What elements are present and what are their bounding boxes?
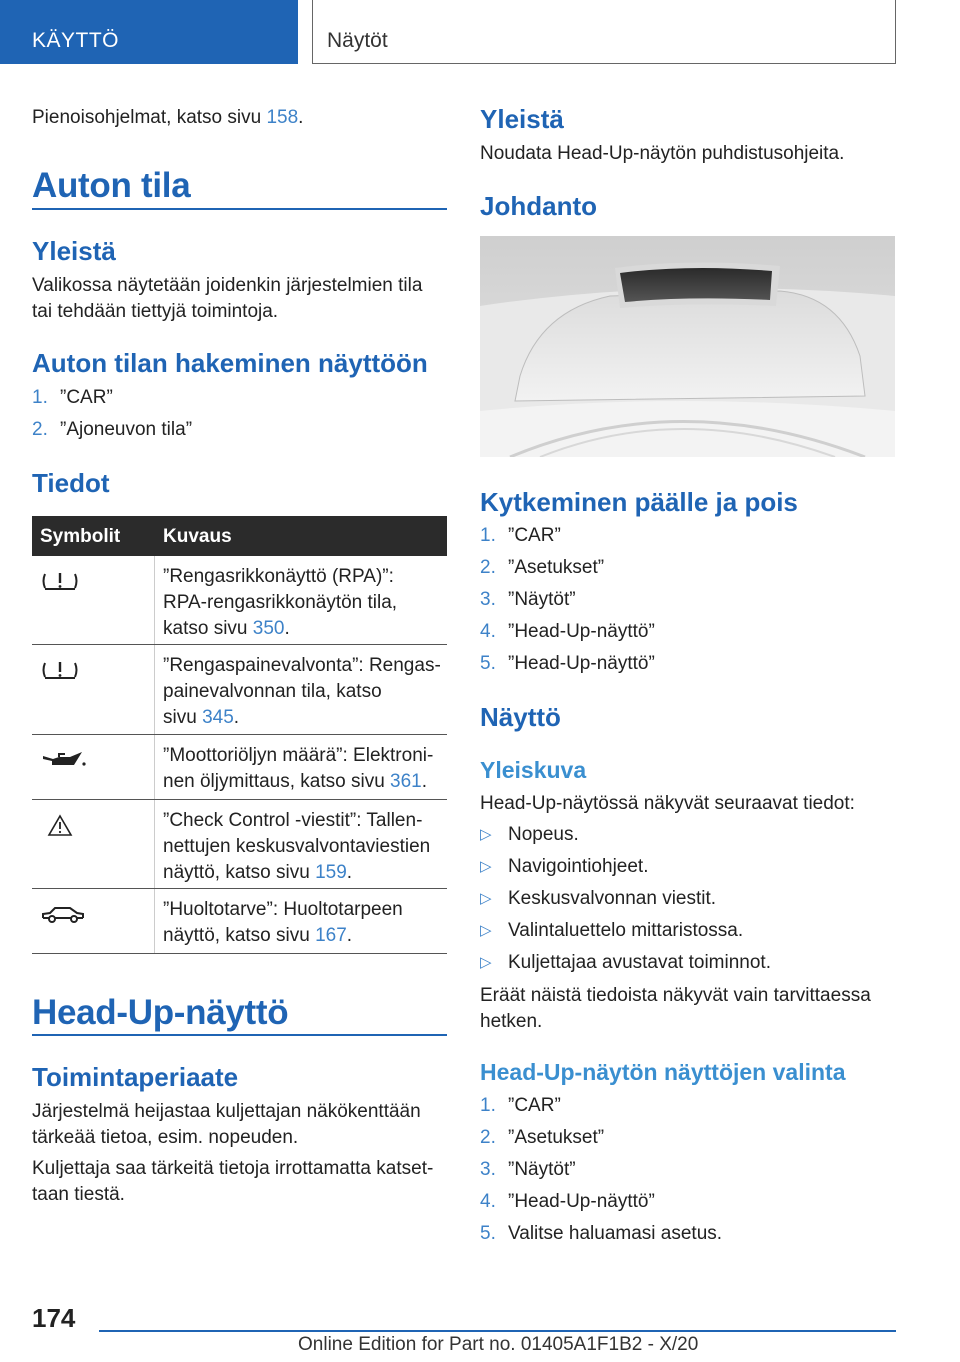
page-number: 174: [32, 1303, 76, 1333]
list-item: 1. ”CAR”: [480, 525, 561, 546]
warning-triangle-icon: [40, 812, 80, 840]
footer-edition: Online Edition for Part no. 01405A1F1B2 - X/20: [298, 1334, 699, 1355]
row-desc: ”Rengaspainevalvonta”: Rengas- painevalvonnan tila, katso sivu 345.: [163, 655, 441, 728]
list-item: 1. ”CAR”: [32, 387, 113, 408]
footer-rule: [99, 1330, 896, 1332]
section-title-hud: Head-Up-näyttö: [32, 993, 289, 1032]
list-item: ▷ Nopeus.: [480, 824, 579, 845]
tire-pressure-warning-icon: [40, 568, 80, 596]
list-item: 4. ”Head-Up-näyttö”: [480, 621, 655, 642]
list-item: ▷ Navigointiohjeet.: [480, 856, 649, 877]
yleista-right-text: Noudata Head-Up-näytön puhdistusohjeita.: [480, 143, 845, 164]
symbols-table: [32, 516, 447, 954]
subtitle-yleista-right: Yleistä: [480, 104, 564, 134]
subtitle-yleiskuva: Yleiskuva: [480, 757, 587, 783]
hakeminen-steps: [32, 382, 192, 446]
tire-pressure-warning-icon: [40, 657, 80, 685]
list-item: 5. Valitse haluamasi asetus.: [480, 1223, 723, 1244]
toimintaperiaate-text-2: Kuljettaja saa tärkeitä tietoja irrottamatta katsettaan tiestä.: [32, 1158, 434, 1205]
col-header-desc: Kuvaus: [163, 526, 232, 547]
subtitle-tiedot: Tiedot: [32, 468, 110, 498]
row-desc: ”Huoltotarve”: Huoltotarpeen näyttö, katso sivu 167.: [163, 899, 403, 946]
list-item: 5. ”Head-Up-näyttö”: [480, 653, 655, 674]
table-row: [32, 645, 447, 735]
toimintaperiaate-text-1: Järjestelmä heijastaa kuljettajan näkökenttään tärkeää tietoa, esim. nopeuden.: [32, 1101, 421, 1148]
table-row: [32, 889, 447, 954]
service-car-icon: [40, 901, 86, 929]
list-item: ▷ Valintaluettelo mittaristossa.: [480, 920, 744, 941]
table-row: [32, 800, 447, 889]
header-title-box: [312, 0, 896, 64]
page-link[interactable]: 345: [202, 707, 234, 728]
subtitle-hakeminen: Auton tilan hakeminen näyttöön: [32, 348, 428, 378]
page-link[interactable]: 350: [252, 618, 285, 639]
header-section-tab: [0, 0, 298, 64]
row-desc: ”Moottoriöljyn määrä”: Elektroni- nen öljymittaus, katso sivu 361.: [163, 745, 434, 792]
section-rule: [32, 1034, 447, 1036]
yleiskuva-text: Head-Up-näytössä näkyvät seuraavat tiedot:: [480, 793, 855, 814]
intro-text: Pienoisohjelmat, katso sivu 158.: [32, 107, 304, 128]
subtitle-johdanto: Johdanto: [480, 191, 597, 221]
table-row: [32, 556, 447, 645]
col-header-symbol: Symbolit: [40, 526, 121, 547]
page-link[interactable]: 361: [390, 771, 422, 792]
page-link[interactable]: 158: [266, 107, 299, 128]
table-header: [32, 516, 447, 556]
subtitle-valinta: Head-Up-näytön näyttöjen valinta: [480, 1059, 846, 1085]
row-desc: ”Rengasrikkonäyttö (RPA)”: RPA-rengasrikkonäytön tila, katso sivu 350.: [163, 566, 398, 639]
list-item: 2. ”Ajoneuvon tila”: [32, 419, 193, 440]
hud-dashboard-image: [480, 236, 895, 457]
list-item: 2. ”Asetukset”: [480, 1127, 605, 1148]
page-link[interactable]: 159: [315, 862, 347, 883]
yleista-text: Valikossa näytetään joidenkin järjestelmien tila tai tehdään tiettyjä toimintoja.: [32, 275, 423, 322]
section-title-auton-tila: Auton tila: [32, 166, 191, 205]
valinta-steps: [480, 1090, 722, 1250]
subtitle-kytkeminen: Kytkeminen päälle ja pois: [480, 487, 798, 517]
subtitle-naytto: Näyttö: [480, 702, 561, 732]
subtitle-toimintaperiaate: Toimintaperiaate: [32, 1062, 239, 1092]
list-item: ▷ Keskusvalvonnan viestit.: [480, 888, 717, 909]
subtitle-yleista: Yleistä: [32, 236, 116, 266]
list-item: 4. ”Head-Up-näyttö”: [480, 1191, 655, 1212]
row-desc: ”Check Control -viestit”: Tallen- nettujen keskusvalvontaviestien näyttö, katso sivu 159.: [163, 810, 431, 883]
list-item: 2. ”Asetukset”: [480, 557, 605, 578]
oil-can-icon: [40, 747, 86, 775]
eraat-text: Eräät näistä tiedoista näkyvät vain tarvittaessa hetken.: [480, 985, 871, 1032]
header-section-label: KÄYTTÖ: [32, 29, 120, 52]
page-link[interactable]: 167: [315, 925, 347, 946]
list-item: 1. ”CAR”: [480, 1095, 561, 1116]
kytkeminen-steps: [480, 520, 655, 680]
section-rule: [32, 208, 447, 210]
hud-info-list: [480, 819, 771, 979]
table-row: [32, 735, 447, 800]
list-item: ▷ Kuljettajaa avustavat toiminnot.: [480, 952, 771, 973]
list-item: 3. ”Näytöt”: [480, 1159, 576, 1180]
header-title: Näytöt: [327, 29, 388, 52]
list-item: 3. ”Näytöt”: [480, 589, 576, 610]
